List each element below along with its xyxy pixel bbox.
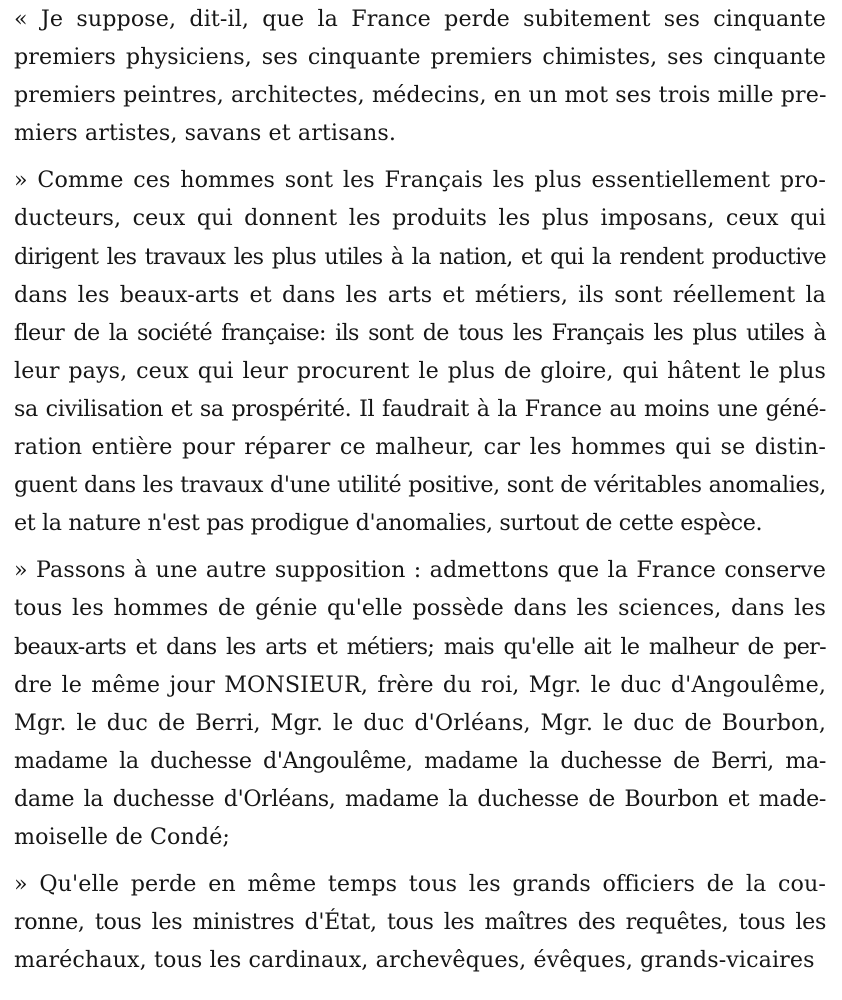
text-line: ronne, tous les ministres d'État, tous les maîtres des requêtes, tous les [14, 909, 826, 936]
text-line: » Qu'elle perde en même temps tous les grands officiers de la cou- [14, 871, 826, 898]
text-line: madame la duchesse d'Angoulême, madame la duchesse de Berri, ma- [14, 747, 826, 774]
text-line: beaux-arts et dans les arts et métiers; mais qu'elle ait le malheur de per- [14, 633, 826, 660]
paragraph-2 [14, 161, 826, 542]
text-line: maréchaux, tous les cardinaux, archevêques, évêques, grands-vicaires [14, 947, 815, 974]
text-line: dirigent les travaux les plus utiles à la nation, et qui la rendent productive [14, 243, 826, 270]
text-line: Mgr. le duc de Berri, Mgr. le duc d'Orléans, Mgr. le duc de Bourbon, [14, 709, 826, 736]
text-line: tous les hommes de génie qu'elle possède dans les sciences, dans les [14, 595, 826, 622]
text-line: premiers peintres, architectes, médecins, en un mot ses trois mille pre- [14, 82, 827, 109]
text-line: dame la duchesse d'Orléans, madame la duchesse de Bourbon et made- [14, 785, 826, 812]
text-line: et la nature n'est pas prodigue d'anomalies, surtout de cette espèce. [14, 510, 763, 537]
page-text-body [14, 0, 826, 979]
paragraph-4 [14, 865, 826, 979]
text-line: dre le même jour MONSIEUR, frère du roi, Mgr. le duc d'Angoulême, [14, 671, 826, 698]
paragraph-1 [14, 0, 826, 152]
text-line: fleur de la société française: ils sont de tous les Français les plus utiles à [14, 319, 826, 346]
paragraph-3 [14, 551, 826, 856]
text-line: ration entière pour réparer ce malheur, car les hommes qui se distin- [14, 434, 826, 461]
text-line: » Comme ces hommes sont les Français les plus essentiellement pro- [14, 167, 826, 194]
text-line: miers artistes, savans et artisans. [14, 120, 396, 147]
text-line: » Passons à une autre supposition : admettons que la France conserve [14, 557, 826, 584]
text-line: moiselle de Condé; [14, 823, 231, 850]
text-line: guent dans les travaux d'une utilité positive, sont de véritables anomalies, [14, 472, 826, 499]
text-line: dans les beaux-arts et dans les arts et métiers, ils sont réellement la [14, 281, 826, 308]
text-line: « Je suppose, dit-il, que la France perde subitement ses cinquante [14, 6, 826, 32]
text-line: sa civilisation et sa prospérité. Il faudrait à la France au moins une géné- [14, 395, 826, 422]
text-line: ducteurs, ceux qui donnent les produits les plus imposans, ceux qui [14, 205, 826, 232]
text-line: leur pays, ceux qui leur procurent le plus de gloire, qui hâtent le plus [14, 357, 826, 384]
text-line: premiers physiciens, ses cinquante premiers chimistes, ses cinquante [14, 44, 826, 71]
